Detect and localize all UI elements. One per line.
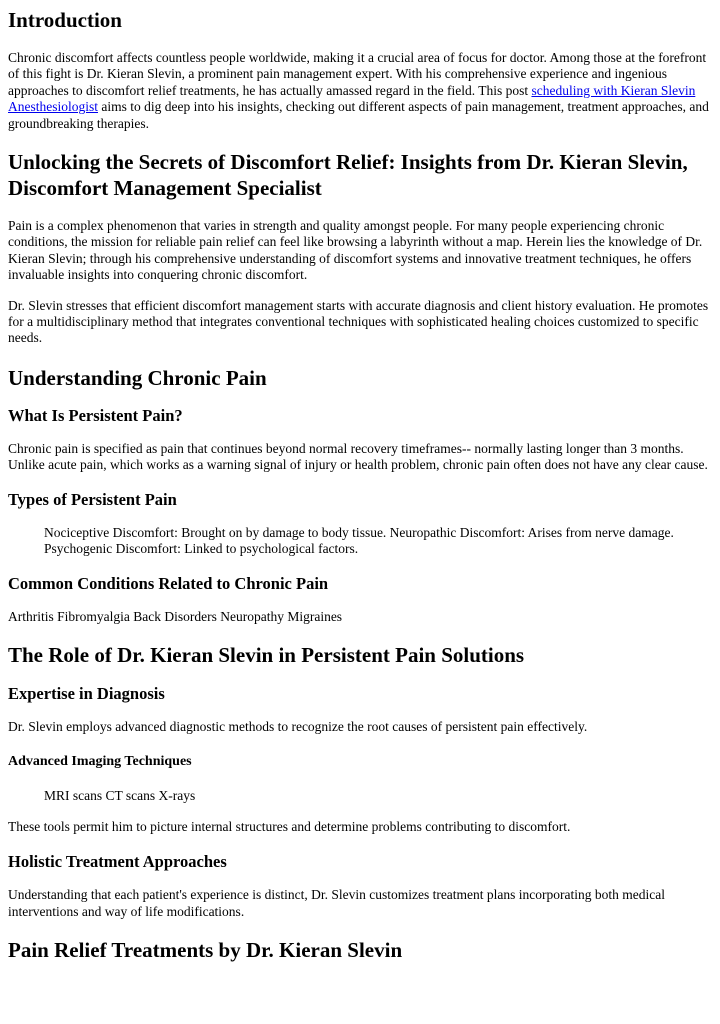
imaging-heading: Advanced Imaging Techniques [8,754,192,770]
treatments-heading: Pain Relief Treatments by Dr. Kieran Slevin [8,937,403,962]
types-list: Nociceptive Discomfort: Brought on by damage to body tissue. Neuropathic Discomfort: Arises from nerve damage. Psychogenic Discomfort: Linked to psychological factors. [44,524,674,557]
imaging-list: MRI scans CT scans X-rays [44,788,196,804]
unlocking-paragraph-2: Dr. Slevin stresses that efficient discomfort management starts with accurate diagnosis and client history evaluation. He promotes for a multidisciplinary method that integrates conventional techniques with sophisticated healing choices customized to specific needs. [8,297,709,346]
what-is-heading: What Is Persistent Pain? [8,405,183,425]
what-is-paragraph: Chronic pain is specified as pain that continues beyond normal recovery timeframes-- normally lasting longer than 3 months. Unlike acute pain, which works as a warning signal of injury or health problem, chronic pain often does not have any clear cause. [8,440,708,473]
holistic-paragraph: Understanding that each patient's experience is distinct, Dr. Slevin customizes treatment plans incorporating both medical interventions and way of life modifications. [8,887,665,919]
introduction-paragraph [8,50,712,132]
introduction-text-before-link: Chronic discomfort affects countless people worldwide, making it a crucial area of focus for doctor. Among those at the forefront of this fight is Dr. Kieran Slevin, a prominent pain management expert. With his comprehensive experience and ingenious approaches to discomfort relief treatments, he has actually amassed regard in the field. This post [8,50,707,98]
diagnosis-paragraph: Dr. Slevin employs advanced diagnostic methods to recognize the root causes of persistent pain effectively. [8,718,588,734]
introduction-heading: Introduction [8,8,122,32]
conditions-heading: Common Conditions Related to Chronic Pain [8,573,329,593]
holistic-heading: Holistic Treatment Approaches [8,852,227,872]
introduction-text-after-link: aims to dig deep into his insights, checking out different aspects of pain management, treatment approaches, and groundbreaking therapies. [8,99,709,131]
unlocking-paragraph-1: Pain is a complex phenomenon that varies in strength and quality amongst people. For many people experiencing chronic conditions, the mission for reliable pain relief can feel like browsing a labyrinth without a map. Herein lies the knowledge of Dr. Kieran Slevin; through his comprehensive understanding of discomfort systems and innovative treatment techniques, he offers invaluable insights into conquering chronic discomfort. [8,218,703,283]
diagnosis-heading: Expertise in Diagnosis [8,683,165,703]
imaging-paragraph: These tools permit him to picture internal structures and determine problems contributing to discomfort. [8,818,571,834]
article [0,7,720,963]
role-heading: The Role of Dr. Kieran Slevin in Persistent Pain Solutions [8,642,525,667]
types-heading: Types of Persistent Pain [8,489,177,509]
unlocking-heading: Unlocking the Secrets of Discomfort Relief: Insights from Dr. Kieran Slevin, Discomfort Management Specialist [8,150,688,201]
understanding-heading: Understanding Chronic Pain [8,365,267,390]
scheduling-link[interactable]: scheduling with Kieran Slevin Anesthesiologist [8,82,696,115]
conditions-list: Arthritis Fibromyalgia Back Disorders Neuropathy Migraines [8,608,343,624]
